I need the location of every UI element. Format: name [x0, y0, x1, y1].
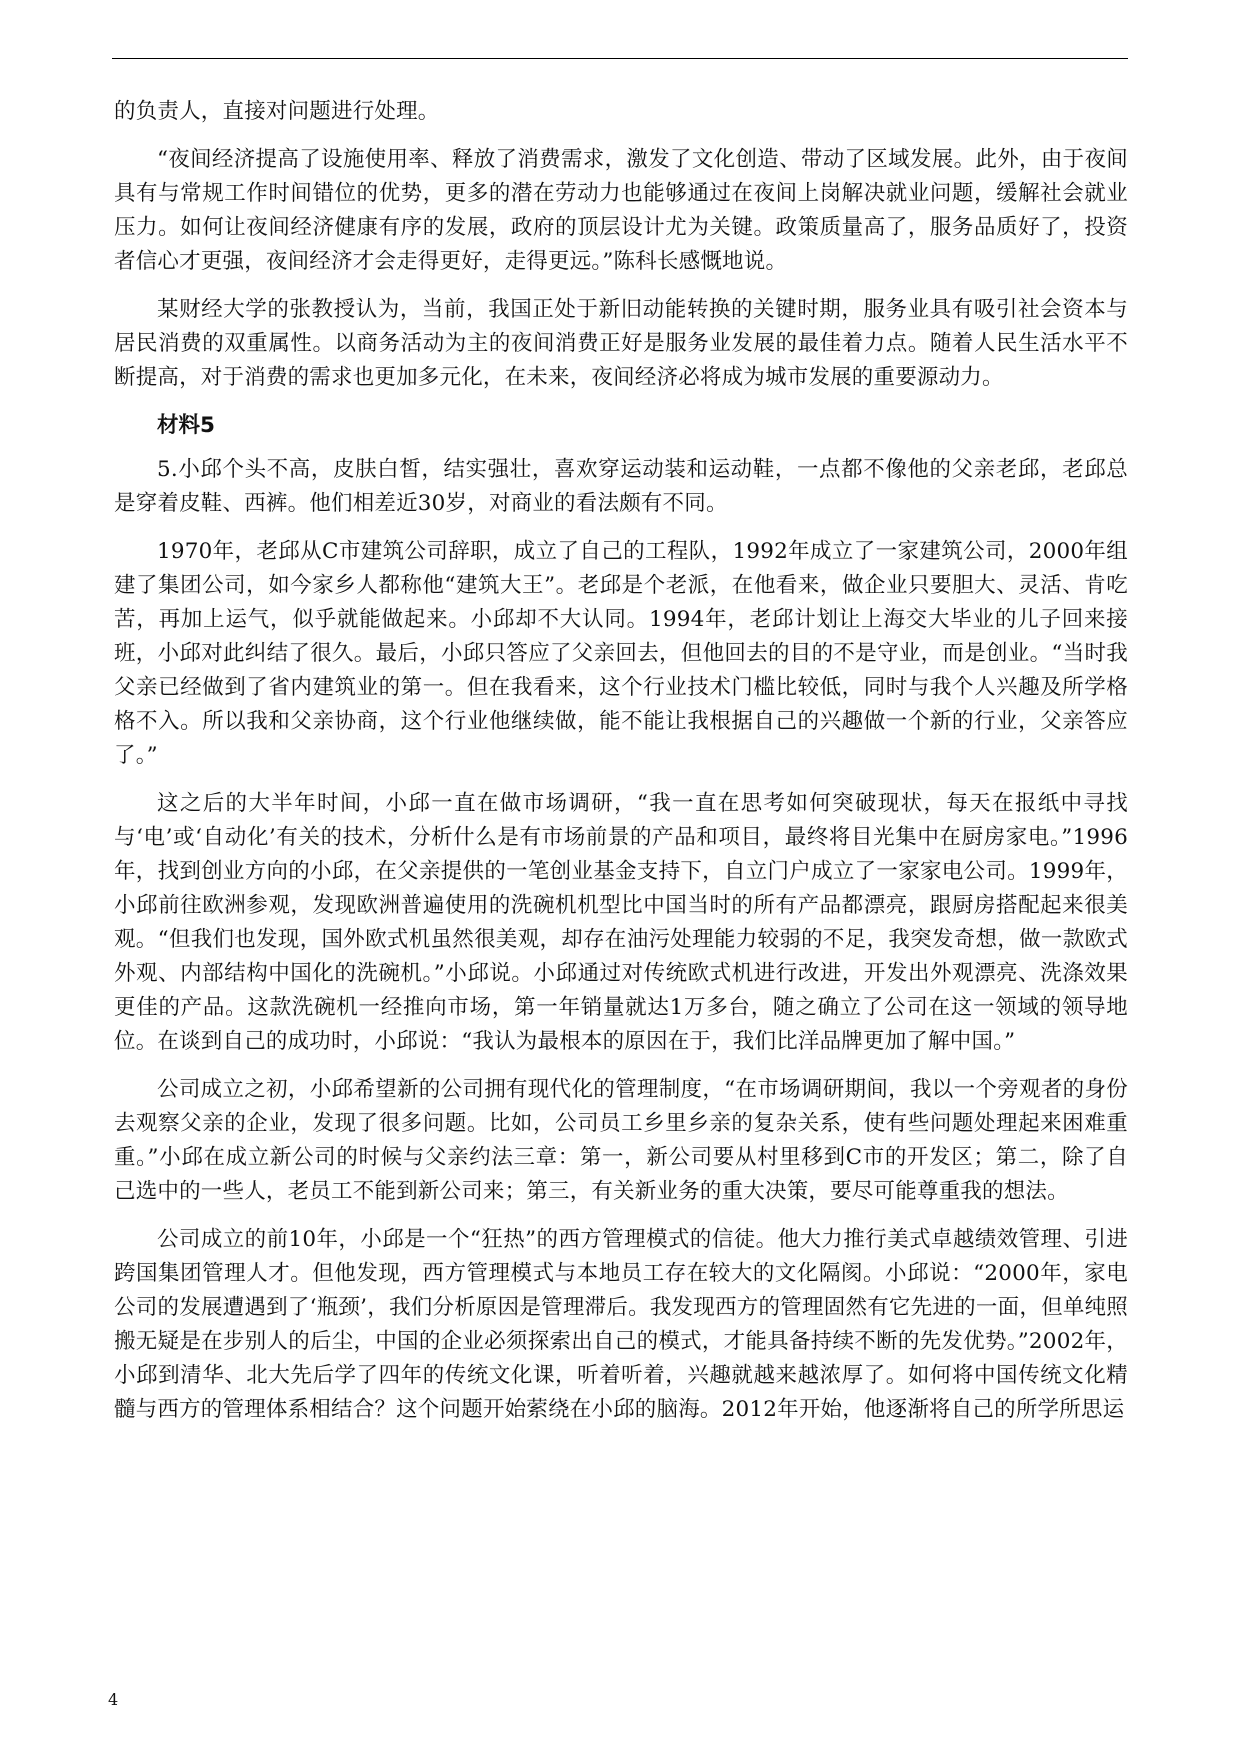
document-body [114, 95, 1128, 1441]
paragraph-xiao-qiu-intro: 5.小邱个头不高，皮肤白皙，结实强壮，喜欢穿运动装和运动鞋，一点都不像他的父亲老邱，老邱总是穿着皮鞋、西裤。他们相差近30岁，对商业的看法颇有不同。 [114, 457, 1128, 516]
paragraph-continuation: 的负责人，直接对问题进行处理。 [114, 99, 440, 124]
paragraph-market-research: 这之后的大半年时间，小邱一直在做市场调研，“我一直在思考如何突破现状，每天在报纸中寻找与‘电’或‘自动化’有关的技术，分析什么是有市场前景的产品和项目，最终将目光集中在厨房家电。”1996年，找到创业方向的小邱，在父亲提供的一笔创业基金支持下，自立门户成立了一家家电公司。1999年，小邱前往欧洲参观，发现欧洲普遍使用的洗碗机机型比中国当时的所有产品都漂亮，跟厨房搭配起来很美观。“但我们也发现，国外欧式机虽然很美观，却存在油污处理能力较弱的不足，我突发奇想，做一款欧式外观、内部结构中国化的洗碗机。”小邱说。小邱通过对传统欧式机进行改进，开发出外观漂亮、洗涤效果更佳的产品。这款洗碗机一经推向市场，第一年销量就达1万多台，随之确立了公司在这一领域的领导地位。在谈到自己的成功时，小邱说：“我认为最根本的原因在于，我们比洋品牌更加了解中国。” [114, 791, 1128, 1054]
paragraph-western-management: 公司成立的前10年，小邱是一个“狂热”的西方管理模式的信徒。他大力推行美式卓越绩效管理、引进跨国集团管理人才。但他发现，西方管理模式与本地员工存在较大的文化隔阂。小邱说：“2000年，家电公司的发展遭遇到了‘瓶颈’，我们分析原因是管理滞后。我发现西方的管理固然有它先进的一面，但单纯照搬无疑是在步别人的后尘，中国的企业必须探索出自己的模式，才能具备持续不断的先发优势。”2002年，小邱到清华、北大先后学了四年的传统文化课，听着听着，兴趣就越来越浓厚了。如何将中国传统文化精髓与西方的管理体系相结合？这个问题开始萦绕在小邱的脑海。2012年开始，他逐渐将自己的所学所思运 [114, 1227, 1128, 1422]
paragraph-quote-chen: “夜间经济提高了设施使用率、释放了消费需求，激发了文化创造、带动了区域发展。此外，由于夜间具有与常规工作时间错位的优势，更多的潜在劳动力也能够通过在夜间上岗解决就业问题，缓解社会就业压力。如何让夜间经济健康有序的发展，政府的顶层设计尤为关键。政策质量高了，服务品质好了，投资者信心才更强，夜间经济才会走得更好，走得更远。”陈科长感慨地说。 [114, 147, 1128, 274]
section-heading-material-5: 材料5 [157, 413, 215, 438]
paragraph-lao-qiu-history: 1970年，老邱从C市建筑公司辞职，成立了自己的工程队，1992年成立了一家建筑公司，2000年组建了集团公司，如今家乡人都称他“建筑大王”。老邱是个老派，在他看来，做企业只要胆大、灵活、肯吃苦，再加上运气，似乎就能做起来。小邱却不大认同。1994年，老邱计划让上海交大毕业的儿子回来接班，小邱对此纠结了很久。最后，小邱只答应了父亲回去，但他回去的目的不是守业，而是创业。“当时我父亲已经做到了省内建筑业的第一。但在我看来，这个行业技术门槛比较低，同时与我个人兴趣及所学格格不入。所以我和父亲协商，这个行业他继续做，能不能让我根据自己的兴趣做一个新的行业，父亲答应了。” [114, 539, 1128, 768]
page-number: 4 [108, 1690, 119, 1709]
header-rule [112, 58, 1128, 59]
paragraph-professor-zhang: 某财经大学的张教授认为，当前，我国正处于新旧动能转换的关键时期，服务业具有吸引社会资本与居民消费的双重属性。以商务活动为主的夜间消费正好是服务业发展的最佳着力点。随着人民生活水平不断提高，对于消费的需求也更加多元化，在未来，夜间经济必将成为城市发展的重要源动力。 [114, 297, 1128, 390]
paragraph-company-founding: 公司成立之初，小邱希望新的公司拥有现代化的管理制度，“在市场调研期间，我以一个旁观者的身份去观察父亲的企业，发现了很多问题。比如，公司员工乡里乡亲的复杂关系，使有些问题处理起来困难重重。”小邱在成立新公司的时候与父亲约法三章：第一，新公司要从村里移到C市的开发区；第二，除了自己选中的一些人，老员工不能到新公司来；第三，有关新业务的重大决策，要尽可能尊重我的想法。 [114, 1077, 1128, 1204]
